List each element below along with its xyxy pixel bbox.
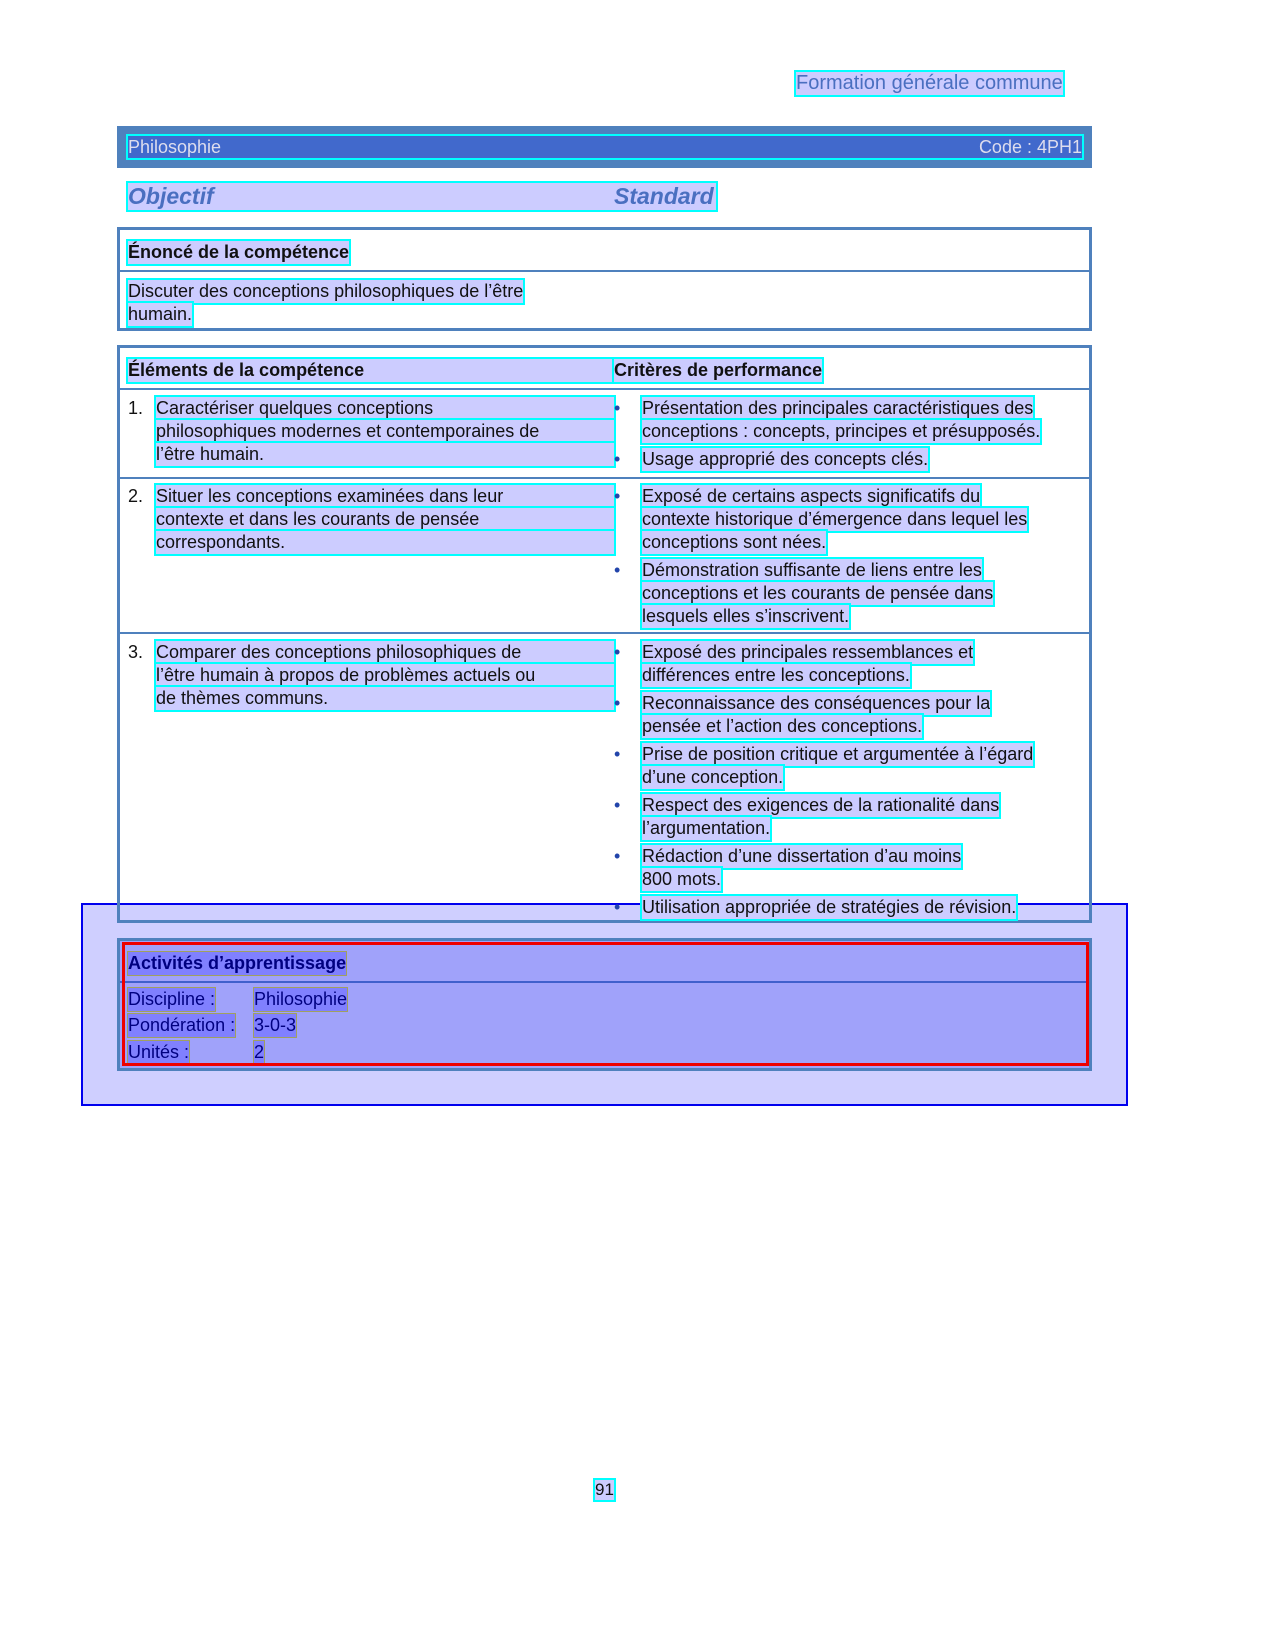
criterion-text: pensée et l’action des conceptions.	[642, 716, 923, 736]
bullet-icon	[614, 743, 626, 766]
course-name: Philosophie	[128, 136, 1082, 158]
element-text: Comparer des conceptions philosophiques de	[156, 641, 614, 664]
criterion-text: Démonstration suffisante de liens entre les	[642, 560, 982, 580]
element-number: 2.	[128, 486, 144, 506]
page-number: 91	[595, 1480, 614, 1499]
course-code: Code : 4PH1	[978, 137, 1082, 157]
criterion-text: Respect des exigences de la rationalité dans	[642, 795, 1000, 815]
objective-standard-labels	[128, 183, 716, 210]
statement-heading: Énoncé de la compétence	[128, 242, 350, 262]
section-title: Formation générale commune	[796, 72, 1063, 94]
bullet-icon	[614, 641, 626, 664]
criterion-text: lesquels elles s’inscrivent.	[642, 606, 850, 626]
bullet-icon	[614, 845, 626, 868]
bullet-icon	[614, 794, 626, 817]
criterion-text: 800 mots.	[642, 869, 722, 889]
criterion-text: contexte historique d’émergence dans lequel les	[642, 509, 1028, 529]
highlight-frame	[122, 942, 1089, 1066]
discipline-value: Philosophie	[254, 989, 348, 1009]
discipline-label: Discipline :	[128, 989, 216, 1009]
element-text: Situer les conceptions examinées dans leur	[156, 485, 614, 508]
criterion-text: Présentation des principales caractéristiques des	[642, 398, 1034, 418]
criterion-text: conceptions : concepts, principes et présupposés.	[642, 421, 1041, 441]
element-number: 3.	[128, 642, 144, 662]
criterion-text: l’argumentation.	[642, 818, 771, 838]
bullet-icon	[614, 485, 626, 508]
course-banner	[117, 126, 1092, 168]
criterion-text: Rédaction d’une dissertation d’au moins	[642, 846, 962, 866]
criterion-text: Exposé de certains aspects significatifs du	[642, 486, 981, 506]
units-label: Unités :	[128, 1042, 190, 1062]
weight-label: Pondération :	[128, 1015, 236, 1035]
element-number: 1.	[128, 398, 144, 418]
criterion-text: Reconnaissance des conséquences pour la	[642, 693, 991, 713]
bullet-icon	[614, 397, 626, 420]
bullet-icon	[614, 448, 626, 471]
element-text: correspondants.	[156, 531, 614, 554]
objective-label: Objectif	[128, 183, 214, 209]
bullet-icon	[614, 559, 626, 582]
statement-table	[117, 227, 1092, 331]
weight-value: 3-0-3	[254, 1015, 297, 1035]
criterion-text: Utilisation appropriée de stratégies de révision.	[642, 897, 1017, 917]
criterion-text: d’une conception.	[642, 767, 784, 787]
criterion-text: conceptions sont nées.	[642, 532, 827, 552]
elements-heading: Éléments de la compétence	[128, 359, 614, 382]
criterion-text: Exposé des principales ressemblances et	[642, 642, 974, 662]
element-text: contexte et dans les courants de pensée	[156, 508, 614, 531]
criterion-text: différences entre les conceptions.	[642, 665, 910, 685]
element-text: philosophiques modernes et contemporaines de	[156, 420, 614, 443]
criteria-heading: Critères de performance	[614, 360, 823, 380]
element-text: de thèmes communs.	[156, 687, 614, 710]
statement-line: Discuter des conceptions philosophiques de l’être	[128, 281, 524, 301]
elements-table	[117, 345, 1092, 923]
statement-line: humain.	[128, 304, 193, 324]
criterion-text: Usage approprié des concepts clés.	[642, 449, 929, 469]
criterion-text: Prise de position critique et argumentée à l’égard	[642, 744, 1034, 764]
activities-heading: Activités d’apprentissage	[128, 953, 347, 973]
element-text: l’être humain à propos de problèmes actuels ou	[156, 664, 614, 687]
standard-label: Standard	[614, 183, 714, 209]
element-text: Caractériser quelques conceptions	[156, 397, 614, 420]
bullet-icon	[614, 896, 626, 919]
criterion-text: conceptions et les courants de pensée dans	[642, 583, 994, 603]
units-value: 2	[254, 1042, 265, 1062]
element-text: l’être humain.	[156, 443, 614, 466]
bullet-icon	[614, 692, 626, 715]
